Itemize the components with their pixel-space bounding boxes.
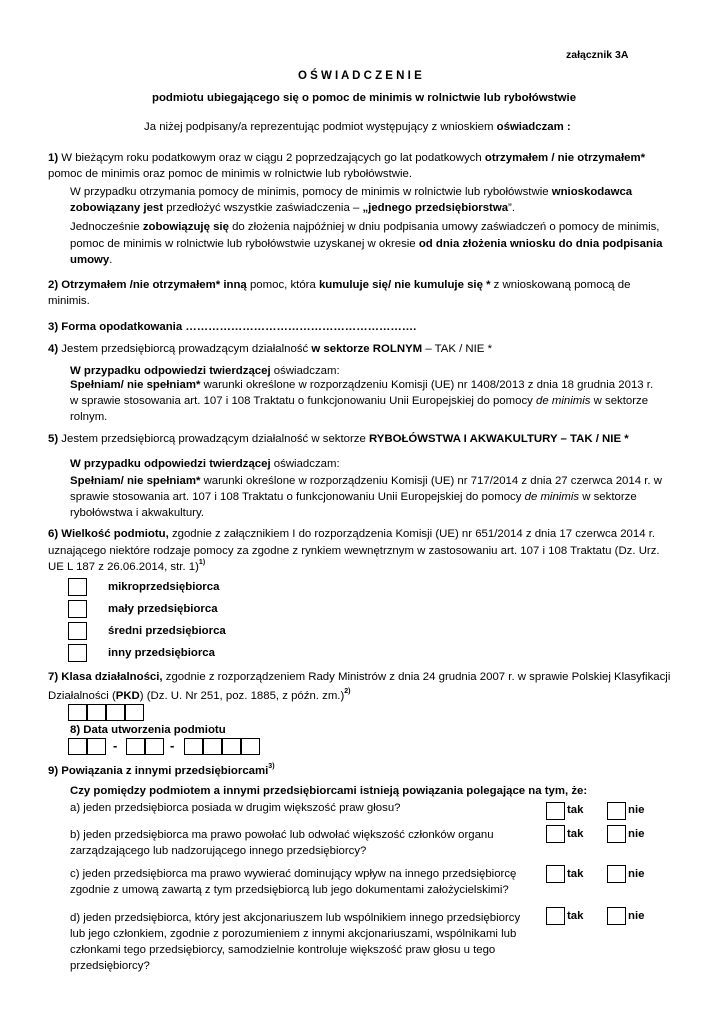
link-item-d-line-4: przedsiębiorcy? <box>70 960 150 972</box>
pkd-digit-3[interactable] <box>106 704 125 721</box>
pkd-digit-1[interactable] <box>68 704 87 721</box>
size-small-label: mały przedsiębiorca <box>108 603 218 615</box>
pkd-digit-2[interactable] <box>87 704 106 721</box>
section-4-statement-line-2: w sprawie stosowania art. 107 i 108 Traktatu o funkcjonowaniu Unii Europejskiej do pomocy de minimis w sektorze <box>70 395 649 407</box>
item-a-no-label: nie <box>628 804 645 816</box>
item-c-no-checkbox[interactable] <box>607 865 626 883</box>
item-d-no-checkbox[interactable] <box>607 907 626 925</box>
link-item-c-line-1: c) jeden przedsiębiorca ma prawo wywierać dominujący wpływ na innego przedsiębiorcę <box>70 868 517 880</box>
item-a-no-checkbox[interactable] <box>607 802 626 820</box>
section-1-para-3-line-2: pomoc de minimis w rolnictwie lub rybołówstwie uzyskanej w okresie od dnia złożenia wniosku do dnia podpisania <box>70 238 663 250</box>
date-year-digit-1[interactable] <box>184 738 203 755</box>
date-year-digit-4[interactable] <box>241 738 260 755</box>
intro-statement: Ja niżej podpisany/a reprezentując podmiot występujący z wnioskiem oświadczam : <box>144 121 571 133</box>
date-separator-1: - <box>113 738 118 753</box>
size-micro-label: mikroprzedsiębiorca <box>108 581 220 593</box>
attachment-label: załącznik 3A <box>566 49 629 61</box>
link-item-a: a) jeden przedsiębiorca posiada w drugim większość praw głosu? <box>70 802 401 814</box>
date-year-digit-3[interactable] <box>222 738 241 755</box>
item-d-yes-checkbox[interactable] <box>546 907 565 925</box>
date-day-digit-2[interactable] <box>87 738 106 755</box>
date-separator-2: - <box>170 738 175 753</box>
date-month-digit-1[interactable] <box>126 738 145 755</box>
item-d-yes-label: tak <box>567 910 584 922</box>
item-d-no-label: nie <box>628 910 645 922</box>
section-1-para-2-line-1: W przypadku otrzymania pomocy de minimis, pomocy de minimis w rolnictwie lub rybołówstwie wnioskodawca <box>70 186 633 198</box>
item-c-yes-checkbox[interactable] <box>546 865 565 883</box>
item-b-yes-label: tak <box>567 828 584 840</box>
section-4-line-1: 4) Jestem przedsiębiorcą prowadzącym działalność w sektorze ROLNYM – TAK / NIE * <box>48 343 493 355</box>
footnote-1-ref: 1) <box>198 559 206 566</box>
size-other-checkbox[interactable] <box>68 644 87 662</box>
document-subtitle: podmiotu ubiegającego się o pomoc de minimis w rolnictwie lub rybołówstwie <box>152 92 577 104</box>
date-year-digit-2[interactable] <box>203 738 222 755</box>
section-5-line-1: 5) Jestem przedsiębiorcą prowadzącym działalność w sektorze RYBOŁÓWSTWA I AKWAKULTURY – TAK / NIE * <box>48 433 629 445</box>
section-4-condition: W przypadku odpowiedzi twierdzącej oświadczam: <box>70 365 340 377</box>
date-day-digit-1[interactable] <box>68 738 87 755</box>
item-b-no-checkbox[interactable] <box>607 825 626 843</box>
link-item-b-line-1: b) jeden przedsiębiorca ma prawo powołać lub odwołać większość członków organu <box>70 829 494 841</box>
section-8-label: 8) Data utworzenia podmiotu <box>70 724 226 736</box>
item-b-no-label: nie <box>628 828 645 840</box>
document-title: O Ś W I A D C Z E N I E <box>298 70 422 82</box>
section-7-line-2: Działalności (PKD) (Dz. U. Nr 251, poz. 1885, z późn. zm.)$^{2)}$ <box>48 688 351 702</box>
section-6-line-1: 6) Wielkość podmiotu, zgodnie z załącznikiem I do rozporządzenia Komisji (UE) nr 651/2014 z dnia 17 czerwca 2014 r. <box>48 528 656 540</box>
section-9-question: Czy pomiędzy podmiotem a innymi przedsiębiorcami istnieją powiązania polegające na tym, że: <box>70 785 588 797</box>
link-item-d-line-2: lub jego członkiem, zgodnie z porozumieniem z innymi akcjonariuszami, wspólnikami lub <box>70 928 517 940</box>
section-1-line-2: pomoc de minimis oraz pomoc de minimis w rolnictwie lub rybołówstwie. <box>48 168 412 180</box>
size-medium-checkbox[interactable] <box>68 622 87 640</box>
footnote-2-ref: 2) <box>344 688 351 695</box>
link-item-d-line-1: d) jeden przedsiębiorca, który jest akcjonariuszem lub wspólnikiem innego przedsiębiorcy <box>70 912 521 924</box>
link-item-d-line-3: członkami tego przedsiębiorcy, samodzielnie kontroluje większość praw głosu u tego <box>70 944 496 956</box>
section-5-statement-line-3: rybołówstwa i akwakultury. <box>70 507 204 519</box>
section-1-para-3-line-1: Jednocześnie zobowiązuję się do złożenia najpóźniej w dniu podpisania umowy zaświadczeń o pomocy de minimis, <box>70 221 660 233</box>
size-small-checkbox[interactable] <box>68 600 87 618</box>
section-1-para-3-line-3: umowy. <box>70 254 113 266</box>
item-a-yes-label: tak <box>567 804 584 816</box>
section-9-label: 9) Powiązania z innymi przedsiębiorcami$^{3)}$ <box>48 763 275 777</box>
size-other-label: inny przedsiębiorca <box>108 647 215 659</box>
date-month-digit-2[interactable] <box>145 738 164 755</box>
section-5-condition: W przypadku odpowiedzi twierdzącej oświadczam: <box>70 458 340 470</box>
section-1-para-2-line-2: zobowiązany jest przedłożyć wszystkie zaświadczenia – „jednego przedsiębiorstwa”. <box>70 202 516 214</box>
item-a-yes-checkbox[interactable] <box>546 802 565 820</box>
section-5-statement-line-2: sprawie stosowania art. 107 i 108 Traktatu o funkcjonowaniu Unii Europejskiej do pomocy de minimis w sektorze <box>70 491 637 503</box>
section-4-statement-line-3: rolnym. <box>70 411 108 423</box>
section-2-line-1: 2) Otrzymałem /nie otrzymałem* inną pomoc, która kumuluje się/ nie kumuluje się * z wnioskowaną pomocą de <box>48 279 631 291</box>
pkd-digit-4[interactable] <box>125 704 144 721</box>
link-item-c-line-2: zgodnie z umową zawartą z tym przedsiębiorcą lub jego dokumentami założycielskimi? <box>70 884 509 896</box>
section-1-line-1: 1) W bieżącym roku podatkowym oraz w ciągu 2 poprzedzających go lat podatkowych otrzymałem / nie otrzymałem* <box>48 152 646 164</box>
section-5-statement-line-1: Spełniam/ nie spełniam* warunki określone w rozporządzeniu Komisji (UE) nr 717/2014 z dnia 27 czerwca 2014 r. w <box>70 475 662 487</box>
item-b-yes-checkbox[interactable] <box>546 825 565 843</box>
section-6-line-3: UE L 187 z 26.06.2014, str. 1)$^{1)}$ <box>48 559 206 573</box>
section-2-line-2: minimis. <box>48 295 90 307</box>
section-7-line-1: 7) Klasa działalności, zgodnie z rozporządzeniem Rady Ministrów z dnia 24 grudnia 2007 r. w sprawie Polskiej Klasyfikacji <box>48 671 671 683</box>
section-3-tax-form: 3) Forma opodatkowania ……………………………………………………. <box>48 321 417 333</box>
section-4-statement-line-1: Spełniam/ nie spełniam* warunki określone w rozporządzeniu Komisji (UE) nr 1408/2013 z dnia 18 grudnia 2013 r. <box>70 379 654 391</box>
section-6-line-2: uznającego niektóre rodzaje pomocy za zgodne z rynkiem wewnętrznym w zastosowaniu art. 107 i 108 Traktatu (Dz. Urz. <box>48 545 660 557</box>
link-item-b-line-2: zarządzającego lub nadzorującego innego przedsiębiorcy? <box>70 845 367 857</box>
size-micro-checkbox[interactable] <box>68 578 87 596</box>
item-c-yes-label: tak <box>567 868 584 880</box>
footnote-3-ref: 3) <box>268 763 275 770</box>
item-c-no-label: nie <box>628 868 645 880</box>
size-medium-label: średni przedsiębiorca <box>108 625 226 637</box>
